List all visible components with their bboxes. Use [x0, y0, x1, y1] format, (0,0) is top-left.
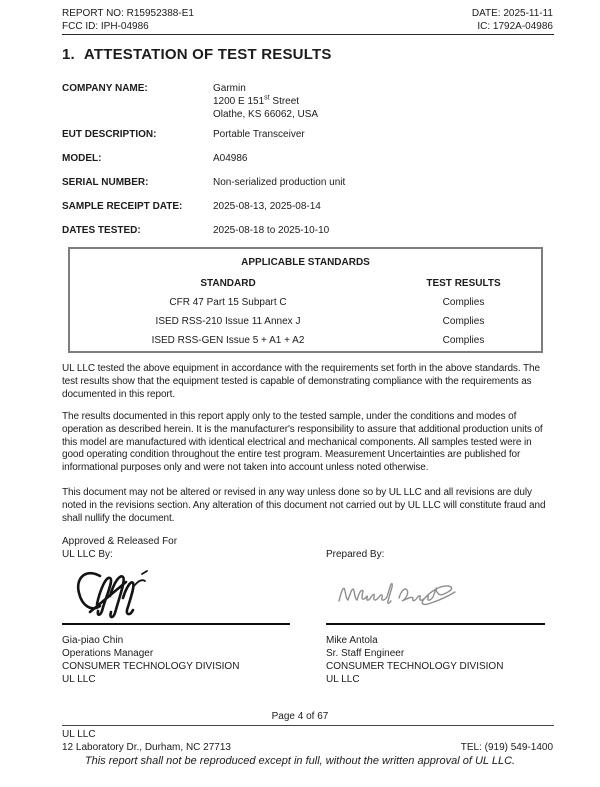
standard-cell: CFR 47 Part 15 Subpart C [169, 297, 287, 309]
approver-name: Gia-piao Chin [62, 635, 124, 646]
header-right [472, 8, 553, 34]
footer-telephone: TEL: (919) 549-1400 [460, 742, 553, 753]
footer-divider [62, 725, 554, 726]
company-name: Garmin [213, 83, 246, 94]
preparer-division: CONSUMER TECHNOLOGY DIVISION [326, 661, 504, 672]
approver-identity-block [62, 635, 239, 687]
approved-released-label: Approved & Released For UL LLC By: [62, 536, 178, 560]
company-address-line1: 1200 E 151st Street [213, 94, 300, 107]
report-number: REPORT NO: R15952388-E1 [62, 8, 194, 19]
dates-tested-label: DATES TESTED: [62, 225, 141, 236]
header-left [62, 8, 194, 34]
eut-description-value: Portable Transceiver [213, 129, 305, 140]
company-address-line2: Olathe, KS 66062, USA [213, 108, 319, 120]
prepared-by-label: Prepared By: [326, 549, 385, 560]
page-title [62, 46, 332, 63]
sample-receipt-date-value: 2025-08-13, 2025-08-14 [213, 201, 321, 212]
table-row [70, 294, 541, 313]
standard-cell: ISED RSS-210 Issue 11 Annex J [155, 316, 301, 328]
preparer-name: Mike Antola [326, 635, 378, 646]
company-name-value [213, 83, 318, 121]
model-label: MODEL: [62, 153, 102, 164]
table-row [70, 332, 541, 351]
reproduction-notice: This report shall not be reproduced except in full, without the written approval of UL LLC. [84, 755, 516, 767]
result-cell: Complies [442, 316, 485, 328]
result-cell: Complies [442, 297, 485, 309]
approver-signature-image [70, 566, 170, 621]
footer-address: 12 Laboratory Dr., Durham, NC 27713 [62, 742, 231, 753]
serial-number-value: Non-serialized production unit [213, 177, 346, 188]
attestation-paragraph: UL LLC tested the above equipment in accordance with the requirements set forth in the above standards. The test results show that the equipment tested is capable of demonstrating compliance with the requirements as documented in this report. [62, 363, 540, 400]
alteration-notice-paragraph: This document may not be altered or revised in any way unless done so by UL LLC and all revisions are duly noted in the revisions section. Any alteration of this document not carried out by UL LLC will constitute fraud and shall nullify the document. [62, 487, 546, 524]
eut-description-label: EUT DESCRIPTION: [62, 129, 157, 140]
footer-company: UL LLC [62, 729, 96, 740]
report-date: DATE: 2025-11-11 [471, 8, 553, 19]
company-name-label: COMPANY NAME: [62, 83, 148, 94]
preparer-signature-image [333, 573, 463, 613]
section-number: 1. [62, 46, 75, 63]
applicable-standards-table [68, 247, 543, 353]
ordinal-superscript: st [264, 94, 270, 102]
table-row [70, 313, 541, 332]
preparer-signature-line [326, 623, 545, 625]
approver-signature-line [62, 623, 290, 625]
serial-number-label: SERIAL NUMBER: [62, 177, 149, 188]
standards-table-header-row [70, 274, 541, 294]
approver-company: UL LLC [62, 674, 96, 685]
preparer-identity-block [326, 635, 503, 687]
section-title-text: ATTESTATION OF TEST RESULTS [83, 46, 332, 63]
fcc-id: FCC ID: IPH-04986 [62, 20, 149, 32]
page-indicator: Page 4 of 67 [271, 711, 329, 722]
results-scope-paragraph: The results documented in this report apply only to the tested sample, under the conditions and modes of operation as described herein. It is the manufacturer's responsibility to assure that additional production units of this model are manufactured with identical electrical and mechanical components. All samples tested were in good operating condition throughout the entire test program. Measurement Uncertainties are published for informational purposes only and were not taken into account unless noted otherwise. [62, 411, 543, 474]
dates-tested-value: 2025-08-18 to 2025-10-10 [213, 225, 330, 236]
standard-cell: ISED RSS-GEN Issue 5 + A1 + A2 [151, 335, 305, 347]
standard-column-header: STANDARD [200, 277, 256, 289]
sample-receipt-date-label: SAMPLE RECEIPT DATE: [62, 201, 183, 212]
ic-number: IC: 1792A-04986 [477, 20, 553, 32]
preparer-company: UL LLC [326, 674, 360, 685]
standards-table-title: APPLICABLE STANDARDS [241, 257, 370, 269]
result-cell: Complies [442, 335, 485, 347]
approver-title: Operations Manager [62, 648, 154, 659]
header-divider [62, 34, 554, 35]
test-results-column-header: TEST RESULTS [426, 277, 501, 289]
model-value: A04986 [213, 153, 248, 164]
approver-division: CONSUMER TECHNOLOGY DIVISION [62, 661, 240, 672]
preparer-title: Sr. Staff Engineer [326, 648, 405, 659]
